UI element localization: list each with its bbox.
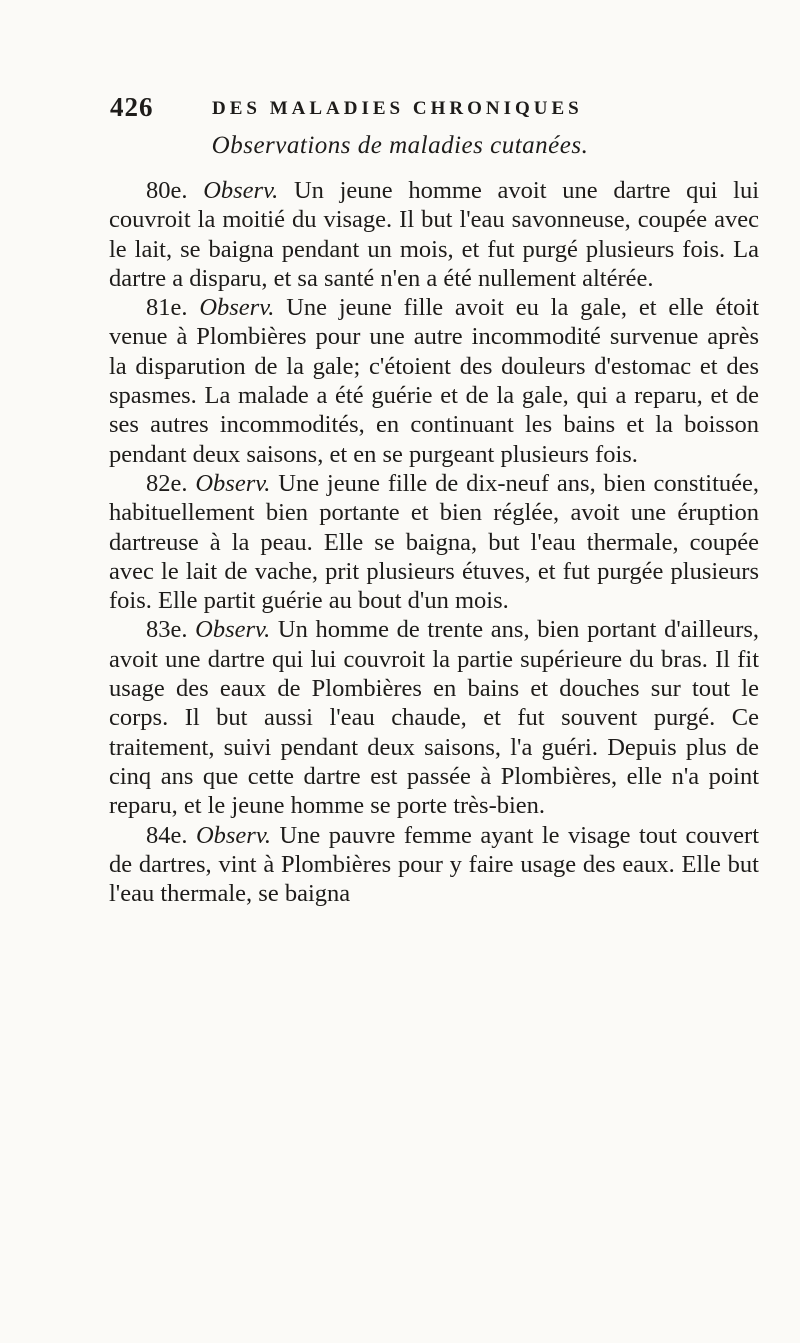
section-title: Observations de maladies cutanées. <box>211 132 589 159</box>
observation-text: Un jeune homme avoit une dartre qui lui couvroit la moitié du visage. Il but l'eau savonneuse, coupée avec le lait, se baigna pendant un mois, et fut purgé plusieurs fois. La dartre a disparu, et sa santé n'en a été nullement altérée. <box>109 177 759 292</box>
observation-paragraph <box>109 469 759 615</box>
observation-label: Observ. <box>195 469 271 497</box>
running-head <box>110 92 670 128</box>
observation-text: Une pauvre femme ayant le visage tout couvert de dartres, vint à Plombières pour y faire usage des eaux. Elle but l'eau thermale, se baigna <box>109 821 760 908</box>
observation-label: Observ. <box>195 616 271 644</box>
observation-paragraph <box>109 615 759 820</box>
observation-text: Une jeune fille de dix-neuf ans, bien constituée, habituellement bien portante et bien réglée, avoit une éruption dartreuse à la peau. Elle se baigna, but l'eau thermale, coupée avec le lait de vache, prit plusieurs étuves, et fut purgée plusieurs fois. Elle partit guérie au bout d'un mois. <box>109 469 760 615</box>
observation-number: 81e. <box>146 294 188 322</box>
body-text <box>109 176 759 908</box>
observation-label: Observ. <box>199 294 275 322</box>
observation-paragraph <box>109 821 759 909</box>
observation-paragraph <box>109 293 759 469</box>
observation-label: Observ. <box>203 177 279 204</box>
page-number: 426 <box>110 92 154 122</box>
observation-number: 83e. <box>146 616 188 644</box>
running-head-title: DES MALADIES CHRONIQUES <box>212 98 583 119</box>
observation-label: Observ. <box>195 821 272 849</box>
observation-number: 82e. <box>146 469 188 497</box>
observation-text: Une jeune fille avoit eu la gale, et elle étoit venue à Plombières pour une autre incommodité survenue après la disparution de la gale; c'étoient des douleurs d'estomac et des spasmes. La malade a été guérie et de la gale, qui a reparu, et de ses autres incommodités, en continuant les bains et la boisson pendant deux saisons, et en se purgeant plusieurs fois. <box>109 294 760 468</box>
observation-number: 80e. <box>146 177 188 204</box>
observation-text: Un homme de trente ans, bien portant d'ailleurs, avoit une dartre qui lui couvroit la partie supérieure du bras. Il fit usage des eaux de Plombières en bains et douches sur tout le corps. Il but aussi l'eau chaude, et fut souvent purgé. Ce traitement, suivi pendant deux saisons, l'a guéri. Depuis plus de cinq ans que cette dartre est passée à Plombières, elle n'a point reparu, et le jeune homme se porte très-bien. <box>109 616 760 820</box>
observation-paragraph <box>109 176 759 293</box>
observation-number: 84e. <box>146 821 188 849</box>
